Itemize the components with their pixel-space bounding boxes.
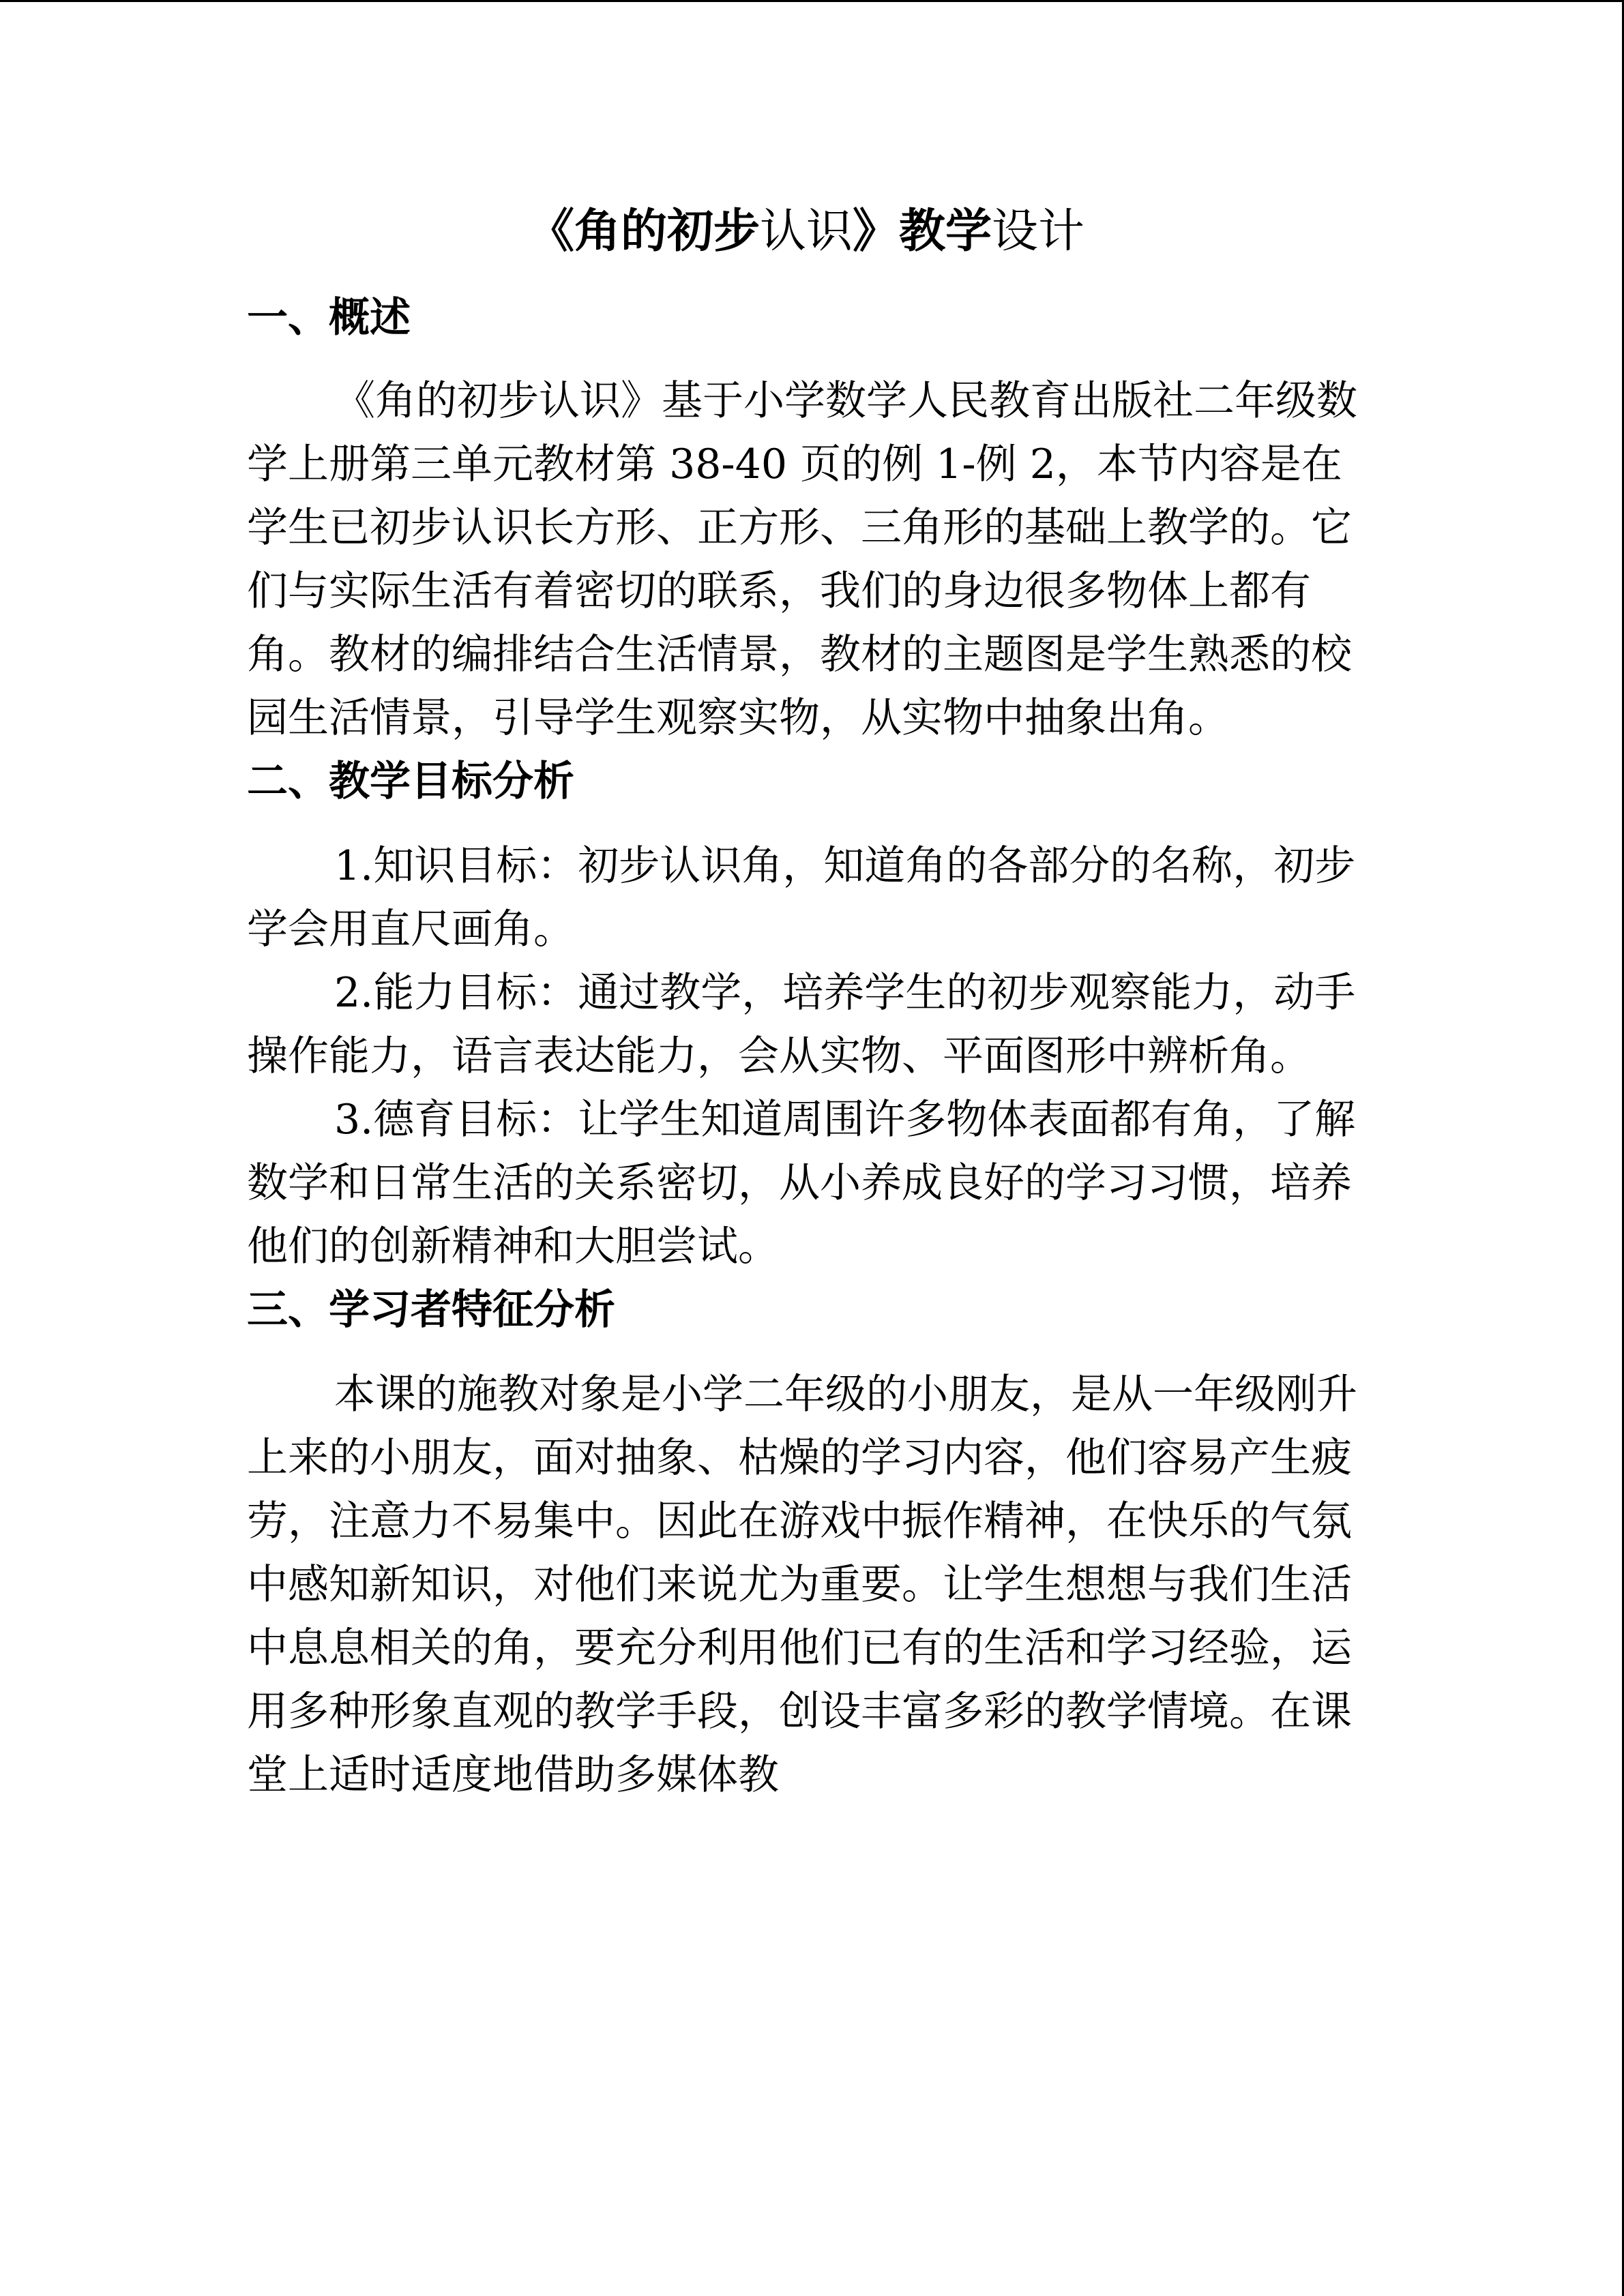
section-heading: 一、概述 (247, 294, 411, 342)
paragraph: 3.德育目标：让学生知道周围许多物体表面都有角，了解数学和日常生活的关系密切，从小养成良好的学习习惯，培养他们的创新精神和大胆尝试。 (247, 1096, 1356, 1270)
section-heading: 三、学习者特征分析 (247, 1286, 615, 1334)
paragraph: 2.能力目标：通过教学，培养学生的初步观察能力，动手操作能力，语言表达能力，会从实物、平面图形中辨析角。 (247, 969, 1356, 1080)
section-overview (247, 286, 1365, 750)
section-learner-analysis (247, 1279, 1365, 1807)
title-part-3: 》教学 (853, 205, 992, 258)
section-teaching-objectives (247, 750, 1365, 1279)
page-border-top (0, 0, 1624, 2)
paragraph: 1.知识目标：初步认识角，知道角的各部分的名称，初步学会用直尺画角。 (247, 842, 1356, 953)
title-part-1: 《角的初步 (527, 205, 760, 258)
document-title (247, 198, 1365, 266)
document-body (247, 198, 1365, 1807)
title-part-2: 认识 (759, 205, 853, 258)
paragraph: 本课的施教对象是小学二年级的小朋友，是从一年级刚升上来的小朋友，面对抽象、枯燥的学习内容，他们容易产生疲劳，注意力不易集中。因此在游戏中振作精神，在快乐的气氛中感知新知识，对他们来说尤为重要。让学生想想与我们生活中息息相关的角，要充分利用他们已有的生活和学习经验，运用多种形象直观的教学手段，创设丰富多彩的教学情境。在课堂上适时适度地借助多媒体教 (247, 1371, 1357, 1799)
title-part-4: 设计 (992, 205, 1085, 258)
section-heading: 二、教学目标分析 (247, 758, 574, 805)
paragraph: 《角的初步认识》基于小学数学人民教育出版社二年级数学上册第三单元教材第 38-40 页的例 1-例 2，本节内容是在学生已初步认识长方形、正方形、三角形的基础上教学的。它们与实际生活有着密切的联系，我们的身边很多物体上都有角。教材的编排结合生活情景，教材的主题图是学生熟悉的校园生活情景，引导学生观察实物，从实物中抽象出角。 (247, 377, 1357, 742)
